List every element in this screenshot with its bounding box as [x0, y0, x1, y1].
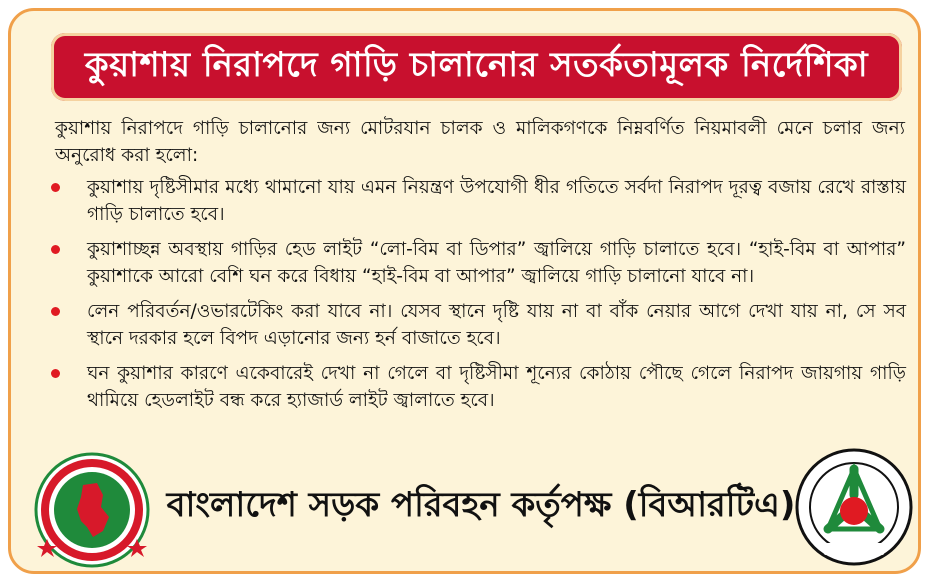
page-title: কুয়াশায় নিরাপদে গাড়ি চালানোর সতর্কতামূলক নির্দেশিকা	[84, 44, 869, 85]
bullet-icon	[51, 307, 60, 316]
rule-text: কুয়াশাচ্ছন্ন অবস্থায় গাড়ির হেড লাইট “লো-বিম বা ডিপার” জ্বালিয়ে গাড়ি চালাতে হবে। “হাই-বিম বা আপার” কুয়াশাকে আরো বেশি ঘন করে বিধায় “হাই-বিম বা আপার” জ্বালিয়ে গাড়ি চালানো যাবে না।	[87, 239, 906, 287]
bullet-icon	[51, 183, 60, 192]
bullet-icon	[51, 369, 60, 378]
rules-list	[51, 174, 906, 422]
rule-text: কুয়াশায় দৃষ্টিসীমার মধ্যে থামানো যায় এমন নিয়ন্ত্রণ উপযোগী ধীর গতিতে সর্বদা নিরাপদ দূরত্ব বজায় রেখে রাস্তায় গাড়ি চালাতে হবে।	[87, 177, 906, 225]
brta-emblem-icon	[794, 447, 914, 567]
rule-item	[51, 298, 906, 352]
rule-item	[51, 360, 906, 414]
organization-name: বাংলাদেশ সড়ক পরিবহন কর্তৃপক্ষ (বিআরটিএ)	[166, 485, 796, 525]
government-seal-logo	[33, 451, 151, 569]
bullet-icon	[51, 245, 60, 254]
rule-text: ঘন কুয়াশার কারণে একেবারেই দেখা না গেলে বা দৃষ্টিসীমা শূন্যের কোঠায় পৌছে গেলে নিরাপদ জায়গায় গাড়ি থামিয়ে হেডলাইট বন্ধ করে হ্যাজার্ড লাইট জ্বালাতে হবে।	[87, 363, 906, 411]
notice-card	[8, 8, 921, 574]
rule-item	[51, 174, 906, 228]
brta-logo	[794, 447, 914, 567]
title-banner	[51, 33, 902, 101]
seal-emblem-icon	[33, 451, 151, 569]
rule-text: লেন পরিবর্তন/ওভারটেকিং করা যাবে না। যেসব স্থানে দৃষ্টি যায় না বা বাঁক নেয়ার আগে দেখা যায় না, সে সব স্থানে দরকার হলে বিপদ এড়ানোর জন্য হর্ন বাজাতে হবে।	[87, 301, 906, 349]
intro-paragraph: কুয়াশায় নিরাপদে গাড়ি চালানোর জন্য মোটরযান চালক ও মালিকগণকে নিম্নবর্ণিত নিয়মাবলী মেনে চলার জন্য অনুরোধ করা হলো:	[55, 118, 905, 166]
rule-item	[51, 236, 906, 290]
